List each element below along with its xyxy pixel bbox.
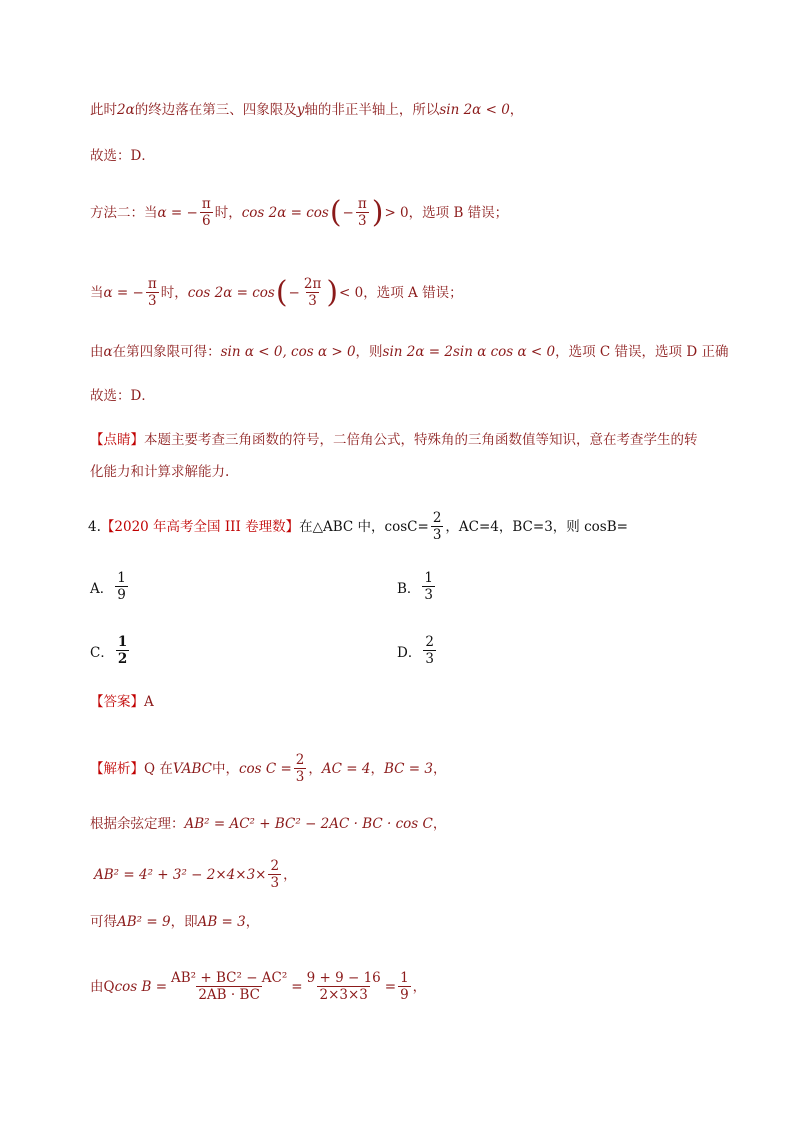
numerator: 1 xyxy=(117,634,128,650)
left-paren: ( xyxy=(329,194,342,230)
text: 故选：D． xyxy=(90,148,155,164)
math-alpha: α = − xyxy=(157,204,198,221)
numerator: 9 + 9 − 16 xyxy=(306,970,381,986)
denominator: 3 xyxy=(424,587,434,603)
option-c[interactable] xyxy=(90,634,131,667)
text: 轴的非正半轴上，所以 xyxy=(304,102,440,118)
text: 此时 xyxy=(90,102,117,118)
answer-tag: 【答案】 xyxy=(90,694,144,710)
fraction xyxy=(268,858,281,891)
math-ab-sq: AB² = 9 xyxy=(117,914,171,930)
option-b[interactable] xyxy=(397,570,437,603)
text: 根据余弦定理： xyxy=(90,816,185,832)
text: 由 xyxy=(90,344,104,360)
fraction xyxy=(200,196,213,229)
text: 在△ABC 中，cosC= xyxy=(299,518,429,535)
text: ， xyxy=(308,760,322,777)
denominator: 2 xyxy=(117,651,128,667)
line-method-two xyxy=(90,196,508,229)
text: ，选项 A 错误； xyxy=(363,284,463,301)
minus: − xyxy=(342,204,354,221)
text: 故选：D． xyxy=(90,388,155,404)
denominator: 3 xyxy=(147,293,157,309)
math-calc: AB² = 4² + 3² − 2×4×3× xyxy=(94,866,267,883)
fraction xyxy=(169,970,289,1003)
text: Q 在 xyxy=(144,760,173,777)
math-ab: AB = 3 xyxy=(197,914,246,930)
text: ， xyxy=(432,760,447,777)
text: 由Q xyxy=(90,978,115,995)
denominator: 3 xyxy=(425,651,434,667)
text: ，AC=4，BC=3，则 cosB= xyxy=(445,518,628,535)
math-bc: BC = 3 xyxy=(383,760,433,777)
line-calc xyxy=(94,858,297,891)
denominator: 2×3×3 xyxy=(319,987,368,1003)
text: 在第四象限可得： xyxy=(112,344,221,360)
denominator: 3 xyxy=(295,769,305,785)
option-label: C． xyxy=(90,644,114,661)
text: ，选项 C 错误，选项 D 正确 xyxy=(555,344,729,360)
math-ineq: > 0 xyxy=(384,204,409,221)
option-label: D． xyxy=(397,644,422,661)
option-d[interactable] xyxy=(397,634,438,667)
fraction xyxy=(423,634,436,667)
text: ， xyxy=(370,760,384,777)
math-alpha: α = − xyxy=(103,284,144,301)
numerator: 1 xyxy=(424,570,434,586)
numerator: 2 xyxy=(295,752,305,768)
math-ac: AC = 4 xyxy=(321,760,371,777)
numerator: AB² + BC² − AC² xyxy=(171,970,288,986)
line-terminal-side xyxy=(90,100,523,120)
text: 中， xyxy=(211,760,239,777)
line-cosb xyxy=(90,970,426,1003)
option-a[interactable] xyxy=(90,570,130,603)
numerator: 2 xyxy=(432,510,442,526)
math-law: AB² = AC² + BC² − 2AC · BC · cos C xyxy=(184,816,433,832)
line-law-of-cosines xyxy=(90,814,446,834)
denominator: 3 xyxy=(358,213,367,229)
answer-value: A xyxy=(144,694,154,710)
line-jiexi xyxy=(90,752,446,785)
math-sin2alpha: sin 2α < 0 xyxy=(439,102,510,118)
fraction xyxy=(431,510,444,543)
jiexi-tag: 【解析】 xyxy=(90,760,144,777)
question-number: 4. xyxy=(88,518,101,535)
fraction xyxy=(116,634,129,667)
fraction xyxy=(294,752,307,785)
equals: = xyxy=(291,978,303,995)
numerator: π xyxy=(201,196,211,212)
math-y: y xyxy=(296,102,305,118)
line-result-ab xyxy=(90,912,259,932)
denominator: 2AB · BC xyxy=(198,987,260,1003)
line-choose-d-2 xyxy=(90,386,155,406)
numerator: 1 xyxy=(400,970,409,986)
text: ，选项 B 错误； xyxy=(408,204,509,221)
line-choose-d-1 xyxy=(90,146,155,166)
math-alpha: α xyxy=(103,344,113,360)
fraction xyxy=(146,276,159,309)
dianjing-tag: 【点睛】 xyxy=(90,432,144,448)
math-double-angle: sin 2α = 2sin α cos α < 0 xyxy=(382,344,556,360)
text: 时， xyxy=(160,284,188,301)
numerator: 2 xyxy=(425,634,434,650)
left-paren: ( xyxy=(275,274,288,310)
math-cos: cos 2α = cos xyxy=(241,204,329,221)
numerator: 2π xyxy=(303,276,322,292)
fraction xyxy=(422,570,435,603)
numerator: π xyxy=(147,276,157,292)
text: ， xyxy=(432,816,447,832)
fraction xyxy=(115,570,128,603)
math-2alpha: 2α xyxy=(117,102,135,118)
source-tag: 【2020 年高考全国 III 卷理数】 xyxy=(100,518,300,535)
math-triangle: VABC xyxy=(172,760,212,777)
fraction xyxy=(356,196,369,229)
text: 化能力和计算求解能力. xyxy=(90,464,230,480)
math-cos: cos 2α = cos xyxy=(187,284,275,301)
math-cosc: cos C = xyxy=(238,760,292,777)
line-fourth-quadrant xyxy=(90,342,728,362)
text: 本题主要考查三角函数的符号，二倍角公式，特殊角的三角函数值等知识，意在考查学生的转 xyxy=(144,432,698,448)
text: 当 xyxy=(90,284,104,301)
fraction xyxy=(302,276,323,309)
numerator: 1 xyxy=(117,570,126,586)
minus: − xyxy=(288,284,300,301)
text: ，则 xyxy=(355,344,383,360)
text: ， xyxy=(245,914,260,930)
option-label: A． xyxy=(90,580,114,597)
denominator: 9 xyxy=(400,987,409,1003)
question-4 xyxy=(88,510,628,543)
text: 方法二：当 xyxy=(90,204,158,221)
text: ， xyxy=(412,978,427,995)
right-paren: ) xyxy=(326,274,339,310)
line-answer xyxy=(90,692,154,712)
denominator: 3 xyxy=(432,527,442,543)
fraction xyxy=(305,970,383,1003)
text: 的终边落在第三、四象限及 xyxy=(134,102,297,118)
numerator: π xyxy=(357,196,367,212)
line-dianjing-cont xyxy=(90,462,229,482)
math-signs: sin α < 0, cos α > 0 xyxy=(220,344,356,360)
fraction xyxy=(398,970,411,1003)
math-ineq: < 0 xyxy=(339,284,364,301)
line-alpha-minus-pi-3 xyxy=(90,276,463,309)
denominator: 3 xyxy=(270,875,280,891)
math-cosb: cos B = xyxy=(114,978,168,995)
line-dianjing xyxy=(90,430,698,450)
numerator: 2 xyxy=(270,858,280,874)
denominator: 6 xyxy=(201,213,211,229)
denominator: 3 xyxy=(308,293,317,309)
comma: ， xyxy=(509,102,524,118)
equals: = xyxy=(384,978,397,995)
text: ，即 xyxy=(170,914,198,930)
text: 可得 xyxy=(90,914,117,930)
option-label: B． xyxy=(397,580,421,597)
denominator: 9 xyxy=(117,587,126,603)
text: ， xyxy=(283,866,297,883)
right-paren: ) xyxy=(371,194,384,230)
text: 时， xyxy=(214,204,242,221)
